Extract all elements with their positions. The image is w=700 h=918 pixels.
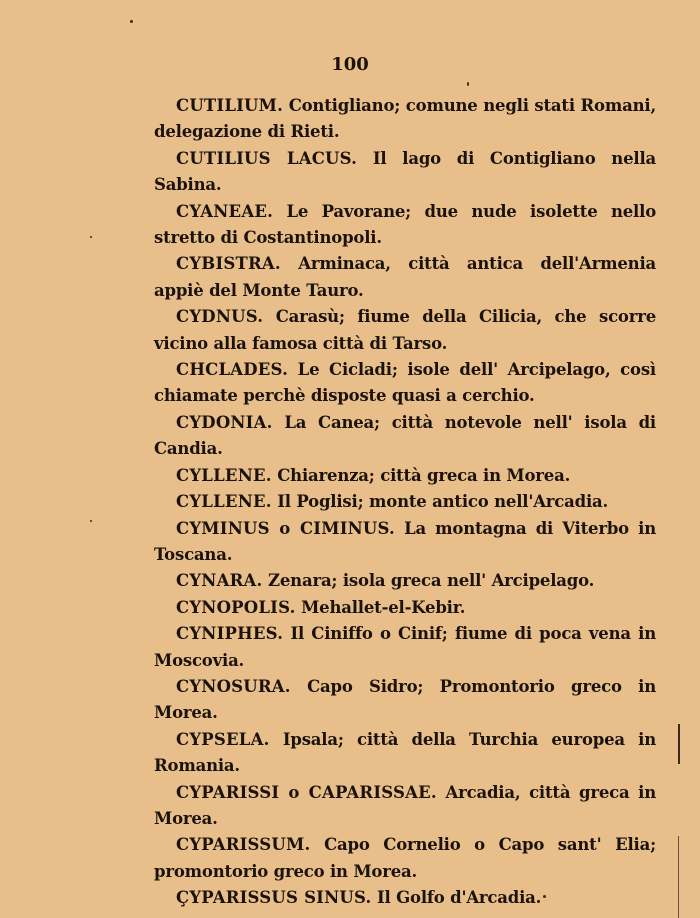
entry-head: CYANEAE. bbox=[176, 201, 274, 221]
entry bbox=[154, 568, 656, 594]
entry-head: CYNARA. bbox=[176, 571, 263, 591]
entry-head: CYNOSURA. bbox=[176, 676, 291, 696]
entry bbox=[154, 621, 656, 674]
entry-text: Il Ciniffo o Cinif; fiume di poca vena in Moscovia. bbox=[154, 624, 656, 670]
page-number: 100 bbox=[331, 54, 369, 75]
entry-head: CYBISTRA. bbox=[176, 254, 281, 274]
entry-text: Arminaca, città antica dell'Armenia appiè del Monte Tauro. bbox=[154, 254, 657, 300]
scan-speck bbox=[130, 20, 133, 23]
entry-text: Contigliano; comune negli stati Romani, delegazione di Rieti. bbox=[154, 96, 657, 142]
entry-text: La montagna di Viterbo in Toscana. bbox=[154, 518, 656, 564]
entry-text: La Canea; città notevole nell' isola di Candia. bbox=[154, 412, 657, 459]
entry-text: Carasù; fiume della Cilicia, che scorre vicino alla famosa città di Tarso. bbox=[154, 307, 657, 353]
entry bbox=[154, 832, 656, 885]
entry bbox=[154, 304, 656, 357]
entry-head: CUTILIUM. bbox=[176, 96, 284, 115]
scan-speck bbox=[90, 236, 92, 238]
scan-artifact-line bbox=[678, 836, 679, 918]
entry-head: CYPARISSI o CAPARISSAE. bbox=[176, 782, 437, 802]
entry-text: Zenara; isola greca nell' Arcipelago. bbox=[268, 571, 595, 591]
entry bbox=[154, 93, 656, 146]
entry-text: Capo Sidro; Promontorio greco in Morea. bbox=[154, 676, 656, 723]
entry bbox=[154, 595, 656, 621]
entry bbox=[154, 199, 656, 252]
entry bbox=[154, 489, 656, 515]
entry-text: Arcadia, città greca in Morea. bbox=[154, 782, 656, 828]
scan-speck bbox=[543, 895, 546, 898]
entry-head: CYDONIA. bbox=[176, 412, 273, 432]
entry-head: CUTILIUS LACUS. bbox=[176, 148, 358, 168]
entry-text: Il lago di Contigliano nella Sabina. bbox=[154, 148, 657, 195]
entry bbox=[154, 410, 656, 463]
entry-head: CYNOPOLIS. bbox=[176, 597, 296, 617]
entry-head: CHCLADES. bbox=[176, 360, 289, 380]
dictionary-entries bbox=[154, 93, 656, 912]
entry bbox=[154, 780, 656, 833]
entry-head: CYLLENE. bbox=[176, 465, 272, 485]
scan-speck bbox=[467, 82, 469, 86]
entry bbox=[154, 463, 656, 489]
entry-text: Le Cicladi; isole dell' Arcipelago, così chiamate perchè disposte quasi a cerchio. bbox=[154, 360, 656, 406]
entry-text: Il Golfo d'Arcadia. bbox=[377, 888, 542, 908]
entry-text: Le Pavorane; due nude isolette nello stretto di Costantinopoli. bbox=[154, 201, 656, 248]
entry-text: Capo Cornelio o Capo sant' Elia; promontorio greco in Morea. bbox=[154, 835, 656, 881]
entry-text: Chiarenza; città greca in Morea. bbox=[277, 465, 571, 485]
entry bbox=[154, 357, 656, 410]
entry bbox=[154, 146, 656, 199]
entry-text: Ipsala; città della Turchia europea in Romania. bbox=[154, 729, 657, 776]
scan-speck bbox=[90, 520, 92, 522]
entry-head: CYPSELA. bbox=[176, 729, 270, 749]
entry-head: CYPARISSUM. bbox=[176, 835, 311, 855]
scan-artifact-line bbox=[678, 724, 680, 764]
entry-head: ÇYPARISSUS SINUS. bbox=[176, 888, 372, 908]
entry-head: CYDNUS. bbox=[176, 307, 264, 327]
entry bbox=[154, 674, 656, 727]
entry bbox=[154, 727, 656, 780]
entry bbox=[154, 251, 656, 304]
entry bbox=[154, 516, 656, 569]
entry-text: Mehallet-el-Kebir. bbox=[301, 597, 466, 617]
entry bbox=[154, 885, 656, 911]
entry-head: CYLLENE. bbox=[176, 492, 272, 512]
entry-head: CYMINUS o CIMINUS. bbox=[176, 518, 395, 538]
entry-text: Il Poglisi; monte antico nell'Arcadia. bbox=[277, 492, 609, 512]
entry-head: CYNIPHES. bbox=[176, 624, 284, 644]
